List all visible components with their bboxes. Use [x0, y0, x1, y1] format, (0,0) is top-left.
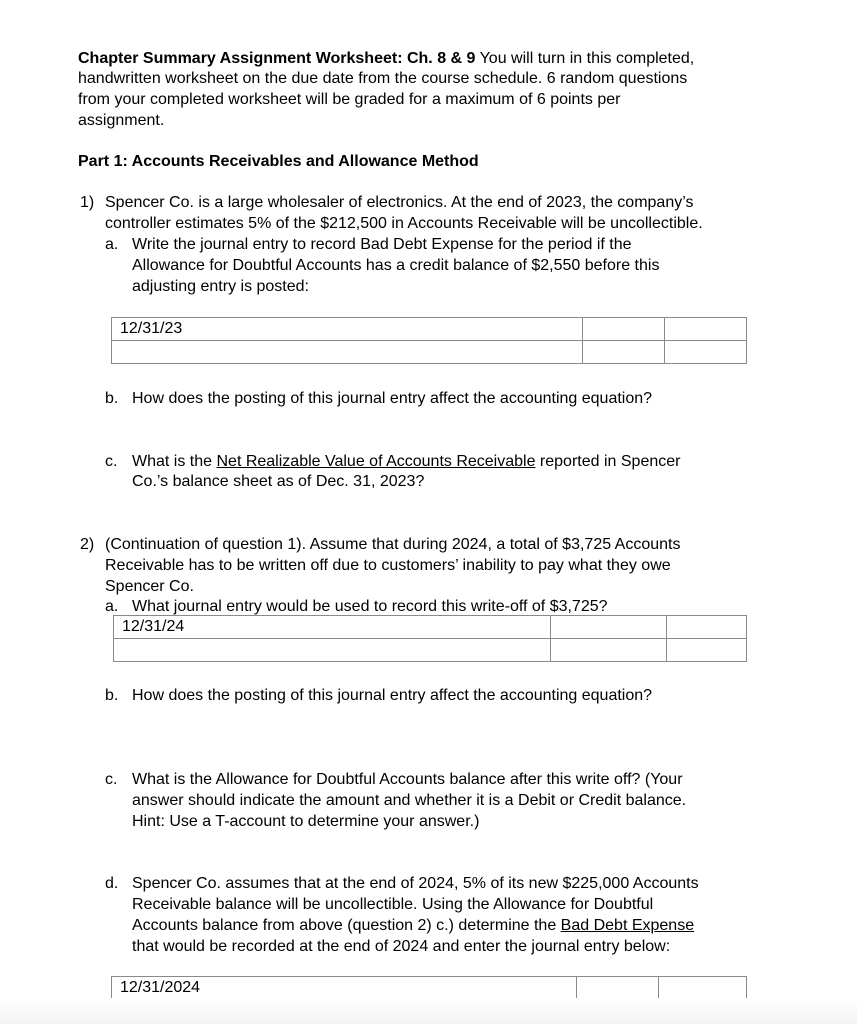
- intro-line-3: from your completed worksheet will be graded for a maximum of 6 points per: [78, 91, 621, 108]
- je-credit-cell[interactable]: [667, 616, 747, 639]
- intro-line-4: assignment.: [78, 112, 165, 129]
- q1c-line-1: What is the Net Realizable Value of Accounts Receivable reported in Spencer: [132, 453, 681, 470]
- q2d-journal-entry-table: [111, 976, 747, 1000]
- q1-number: 1): [80, 194, 95, 211]
- je-credit-cell[interactable]: [665, 341, 747, 364]
- je-account-cell[interactable]: [114, 639, 551, 662]
- q1a-line-1: Write the journal entry to record Bad Debt Expense for the period if the: [132, 236, 632, 253]
- q2d-line-3: Accounts balance from above (question 2) c.) determine the Bad Debt Expense: [132, 917, 695, 934]
- q2c-line-2: answer should indicate the amount and whether it is a Debit or Credit balance.: [132, 792, 687, 809]
- q1b-text: How does the posting of this journal entry affect the accounting equation?: [132, 390, 653, 407]
- q1c-line-2: Co.’s balance sheet as of Dec. 31, 2023?: [132, 473, 425, 490]
- q2d-line-1: Spencer Co. assumes that at the end of 2024, 5% of its new $225,000 Accounts: [132, 875, 699, 892]
- je-debit-cell[interactable]: [583, 318, 665, 341]
- worksheet-title: Chapter Summary Assignment Worksheet: Ch. 8 & 9: [78, 50, 476, 67]
- je-date-cell[interactable]: 12/31/24: [114, 616, 551, 639]
- je-debit-cell[interactable]: [551, 616, 667, 639]
- q2-journal-entry-table: [113, 615, 747, 662]
- q2b-label: b.: [105, 687, 119, 704]
- q2d-label: d.: [105, 875, 119, 892]
- intro-line-1: Chapter Summary Assignment Worksheet: Ch. 8 & 9 You will turn in this completed,: [78, 50, 695, 67]
- q2c-label: c.: [105, 771, 118, 788]
- q2a-text: What journal entry would be used to record this write-off of $3,725?: [132, 598, 608, 615]
- q2c-line-3: Hint: Use a T-account to determine your answer.): [132, 813, 480, 830]
- je-debit-cell[interactable]: [583, 341, 665, 364]
- q2a-label: a.: [105, 598, 119, 615]
- q1a-line-2: Allowance for Doubtful Accounts has a credit balance of $2,550 before this: [132, 257, 660, 274]
- q1-line-1: Spencer Co. is a large wholesaler of electronics. At the end of 2023, the company’s: [105, 194, 694, 211]
- nrv-term: Net Realizable Value of Accounts Receivable: [216, 453, 536, 470]
- je-debit-cell[interactable]: [577, 977, 659, 1000]
- je-account-cell[interactable]: [112, 341, 583, 364]
- intro-line-2: handwritten worksheet on the due date from the course schedule. 6 random questions: [78, 70, 688, 87]
- je-credit-cell[interactable]: [659, 977, 747, 1000]
- bad-debt-expense-term: Bad Debt Expense: [560, 917, 695, 934]
- q1c-label: c.: [105, 453, 118, 470]
- q2-number: 2): [80, 536, 95, 553]
- q2-line-1: (Continuation of question 1). Assume that during 2024, a total of $3,725 Accounts: [105, 536, 681, 553]
- page-bottom-shadow: [0, 998, 857, 1024]
- q1a-label: a.: [105, 236, 119, 253]
- part1-title: Part 1: Accounts Receivables and Allowance Method: [78, 153, 479, 170]
- je-date-cell[interactable]: 12/31/23: [112, 318, 583, 341]
- je-credit-cell[interactable]: [665, 318, 747, 341]
- q2b-text: How does the posting of this journal entry affect the accounting equation?: [132, 687, 653, 704]
- q1b-label: b.: [105, 390, 119, 407]
- q2-line-2: Receivable has to be written off due to customers’ inability to pay what they owe: [105, 557, 671, 574]
- q2d-line-2: Receivable balance will be uncollectible. Using the Allowance for Doubtful: [132, 896, 654, 913]
- q2c-line-1: What is the Allowance for Doubtful Accounts balance after this write off? (Your: [132, 771, 683, 788]
- q1-line-2: controller estimates 5% of the $212,500 in Accounts Receivable will be uncollectible.: [105, 215, 703, 232]
- q2-line-3: Spencer Co.: [105, 578, 194, 595]
- q1a-line-3: adjusting entry is posted:: [132, 278, 309, 295]
- q2d-line-4: that would be recorded at the end of 2024 and enter the journal entry below:: [132, 938, 671, 955]
- je-debit-cell[interactable]: [551, 639, 667, 662]
- q1-journal-entry-table: [111, 317, 747, 364]
- je-date-cell[interactable]: 12/31/2024: [112, 977, 577, 1000]
- je-credit-cell[interactable]: [667, 639, 747, 662]
